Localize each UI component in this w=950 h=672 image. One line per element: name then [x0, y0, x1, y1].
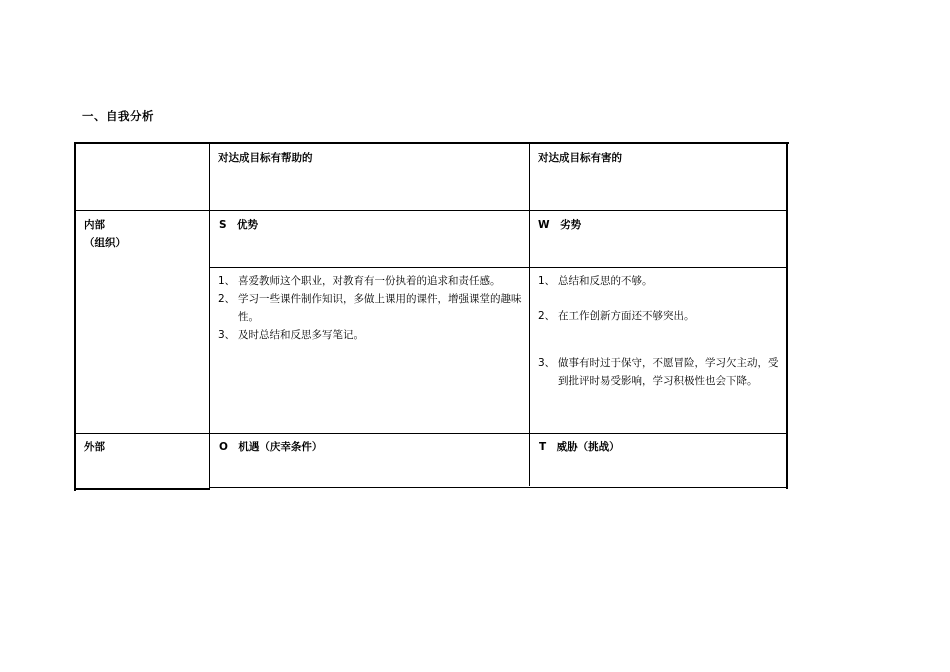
table-border-right	[786, 142, 788, 489]
threat-title: T 威胁（挑战）	[539, 441, 620, 453]
list-item: 2、 在工作创新方面还不够突出。	[538, 310, 695, 322]
col-divider-1	[209, 143, 210, 489]
strength-list	[218, 272, 524, 344]
weakness-title: W 劣势	[538, 219, 582, 231]
internal-label	[84, 216, 126, 252]
list-item: 1、 喜爱教师这个职业，对教育有一份执着的追求和责任感。	[218, 275, 501, 287]
opportunity-title: O 机遇（庆幸条件）	[219, 441, 323, 453]
section-title: 一、自我分析	[82, 109, 154, 123]
weakness-list	[538, 272, 782, 390]
internal-label-line1: 内部	[84, 219, 105, 231]
row-divider-1	[75, 210, 787, 211]
table-border-left	[74, 142, 76, 491]
list-item: 1、 总结和反思的不够。	[538, 275, 653, 287]
list-item: 3、 及时总结和反思多写笔记。	[218, 329, 364, 341]
table-border-bottom-right	[209, 487, 788, 488]
strength-title: S 优势	[219, 219, 259, 231]
list-item: 3、 做事有时过于保守，不愿冒险，学习欠主动，受到批评时易受影响，学习积极性也会下降。	[538, 357, 779, 387]
list-item: 2、 学习一些课件制作知识，多做上课用的课件，增强课堂的趣味性。	[218, 293, 522, 323]
table-border-top	[74, 142, 789, 144]
header-helpful: 对达成目标有帮助的	[218, 152, 313, 164]
table-border-bottom	[74, 488, 210, 490]
row-divider-3	[75, 433, 787, 434]
col-divider-2	[529, 143, 530, 486]
row-divider-2	[209, 267, 787, 268]
internal-label-line2: （组织）	[84, 237, 126, 249]
external-label: 外部	[84, 441, 105, 453]
header-harmful: 对达成目标有害的	[538, 152, 622, 164]
